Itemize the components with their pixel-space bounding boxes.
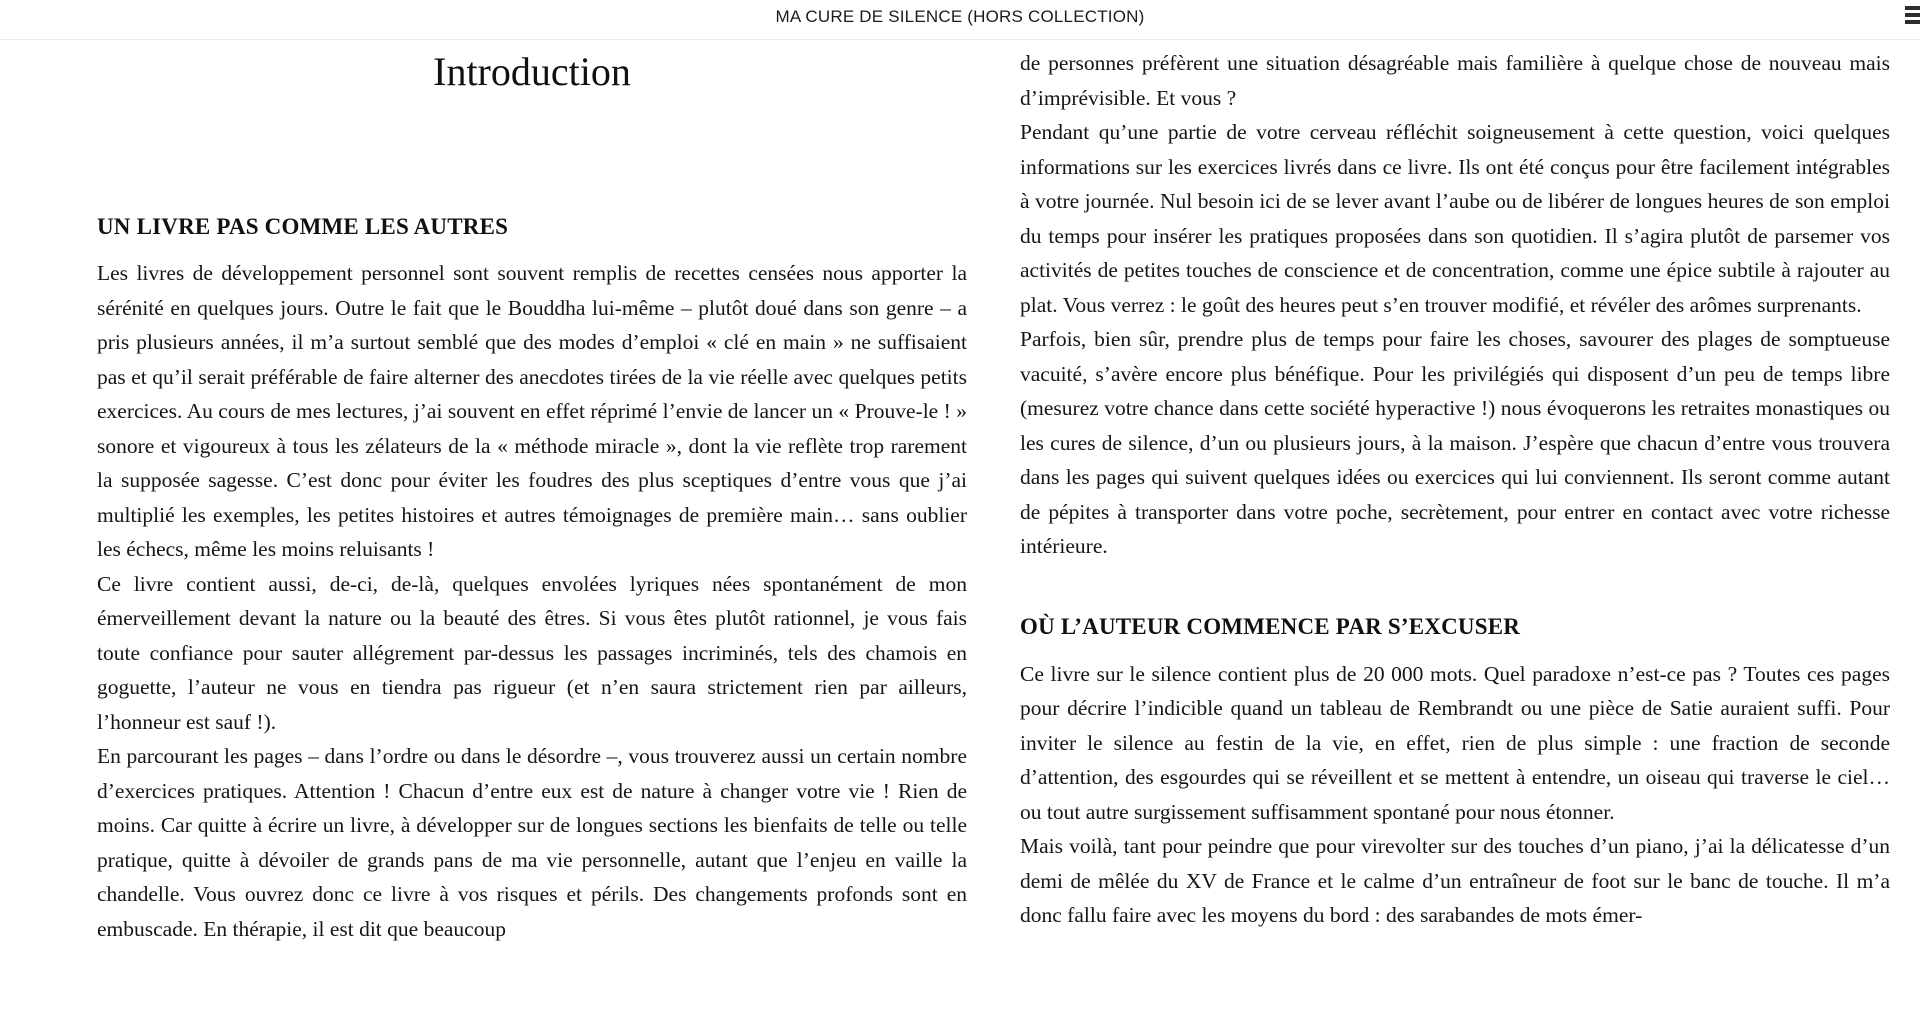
hamburger-menu-icon[interactable] — [1905, 3, 1920, 27]
book-title: MA CURE DE SILENCE (HORS COLLECTION) — [775, 7, 1145, 26]
chapter-title: Introduction — [433, 49, 631, 94]
paragraph: Ce livre sur le silence contient plus de 20 000 mots. Quel paradoxe n’est-ce pas ? Toutes ces pages pour décrire l’indicible quand un tableau de Rembrandt ou une pièce de Satie auraient suffi. Pour inviter le silence au festin de la vie, en effet, rien de plus simple : une fraction de seconde d’attention, des esgourdes qui se réveillent et se mettent à entendre, un oiseau qui traverse le ciel… ou tout autre surgissement suffisamment spontané pour nous étonner. — [1020, 661, 1890, 824]
section-heading-right: OÙ L’AUTEUR COMMENCE PAR S’EXCUSER — [1020, 613, 1521, 639]
section-heading-left: UN LIVRE PAS COMME LES AUTRES — [97, 214, 509, 239]
paragraph: Les livres de développement personnel sont souvent remplis de recettes censées nous apporter la sérénité en quelques jours. Outre le fait que le Bouddha lui-même – plutôt doué dans son genre – a pris plusieurs années, il m’a surtout semblé que des modes d’emploi « clé en main » ne suffisaient pas et qu’il serait préférable de faire alterner des anecdotes tirées de la vie réelle avec quelques petits exercices. Au cours de mes lectures, j’ai souvent en effet réprimé l’envie de lancer un « Prouve-le ! » sonore et vigoureux à tous les zélateurs de la « méthode miracle », dont la vie reflète trop rarement la supposée sagesse. C’est donc pour éviter les foudres des plus sceptiques d’entre vous que j’ai multiplié les exemples, les petites histoires et autres témoignages de première main… sans oublier les échecs, même les moins reluisants ! — [97, 261, 967, 561]
page-right — [1020, 40, 1890, 1009]
paragraph: Mais voilà, tant pour peindre que pour virevolter sur des touches d’un piano, j’ai la délicatesse d’un demi de mêlée du XV de France et le calme d’un entraîneur de foot sur le banc de touche. Il m’a donc fallu faire avec les moyens du bord : des sarabandes de mots émer- — [1020, 834, 1890, 927]
paragraph: Parfois, bien sûr, prendre plus de temps pour faire les choses, savourer des plages de somptueuse vacuité, s’avère encore plus bénéfique. Pour les privilégiés qui disposent d’un peu de temps libre (mesurez votre chance dans cette société hyperactive !) nous évoquerons les retraites monastiques ou les cures de silence, d’un ou plusieurs jours, à la maison. J’espère que chacun d’entre vous trouvera dans les pages qui suivent quelques idées ou exercices qui lui conviennent. Ils seront comme autant de pépites à transporter dans votre poche, secrètement, pour entrer en contact avec votre richesse intérieure. — [1020, 327, 1890, 558]
reading-area — [0, 40, 1920, 1009]
page-left — [97, 40, 967, 1009]
hamburger-bar — [1905, 6, 1920, 10]
paragraph: Pendant qu’une partie de votre cerveau réfléchit soigneusement à cette question, voici quelques informations sur les exercices livrés dans ce livre. Ils ont été conçus pour être facilement intégrables à votre journée. Nul besoin ici de se lever avant l’aube ou de libérer de longues heures de son emploi du temps pour insérer les pratiques proposées dans son quotidien. Il s’agira plutôt de parsemer vos activités de petites touches de conscience et de concentration, comme une épice subtile à rajouter au plat. Vous verrez : le goût des heures peut s’en trouver modifié, et révéler des arômes surprenants. — [1020, 120, 1890, 317]
paragraph: de personnes préfèrent une situation désagréable mais familière à quelque chose de nouveau mais d’imprévisible. Et vous ? — [1020, 51, 1890, 110]
reader-header — [0, 0, 1920, 40]
hamburger-bar — [1905, 20, 1920, 24]
hamburger-bar — [1905, 13, 1920, 17]
paragraph: En parcourant les pages – dans l’ordre ou dans le désordre –, vous trouverez aussi un certain nombre d’exercices pratiques. Attention ! Chacun d’entre eux est de nature à changer votre vie ! Rien de moins. Car quitte à écrire un livre, à développer sur de longues sections les bienfaits de telle ou telle pratique, quitte à dévoiler de grands pans de ma vie personnelle, autant que l’enjeu en vaille la chandelle. Vous ouvrez donc ce livre à vos risques et périls. Des changements profonds sont en embuscade. En thérapie, il est dit que beaucoup — [97, 744, 967, 941]
paragraph: Ce livre contient aussi, de-ci, de-là, quelques envolées lyriques nées spontanément de mon émerveillement devant la nature ou la beauté des êtres. Si vous êtes plutôt rationnel, je vous fais toute confiance pour sauter allégrement par-dessus les passages incriminés, tels des chamois en goguette, l’auteur ne vous en tiendra pas rigueur (et n’en saura strictement rien par ailleurs, l’honneur est sauf !). — [97, 571, 967, 734]
